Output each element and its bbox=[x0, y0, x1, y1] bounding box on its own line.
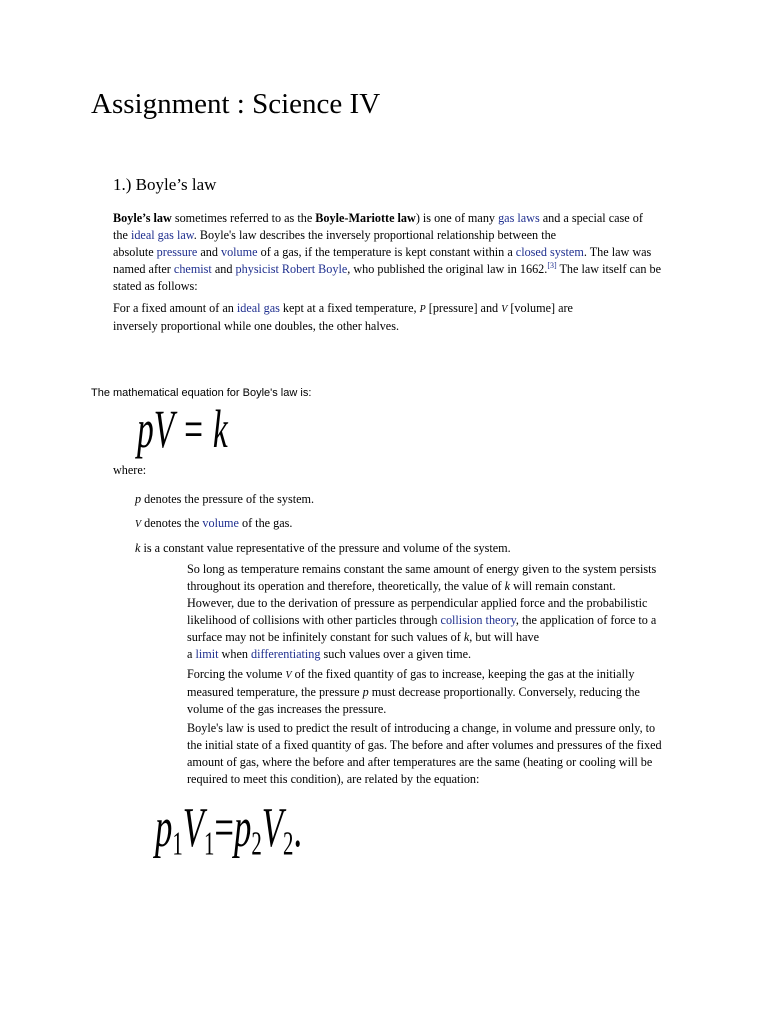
text: likelihood of collisions with other particles through bbox=[187, 613, 441, 627]
link-gas-laws[interactable]: gas laws bbox=[498, 211, 540, 225]
link-collision-theory[interactable]: collision theory bbox=[440, 613, 516, 627]
text: such values over a given time. bbox=[320, 647, 472, 661]
link-volume-def[interactable]: volume bbox=[202, 516, 239, 530]
text: of the gas. bbox=[238, 516, 293, 530]
equation-p1v1-p2v2 bbox=[155, 797, 403, 872]
text: For a fixed amount of an bbox=[113, 301, 237, 315]
text: measured temperature, the pressure bbox=[187, 685, 363, 699]
text: Forcing the volume bbox=[187, 667, 286, 681]
text: is a constant value representative of the pressure and volume of the system. bbox=[140, 541, 511, 555]
text: stated as follows: bbox=[113, 279, 198, 293]
text: kept at a fixed temperature, bbox=[279, 301, 420, 315]
text: sometimes referred to as the bbox=[171, 211, 316, 225]
text: throughout its operation and therefore, theoretically, the value of bbox=[187, 579, 505, 593]
eq-sub: 1 bbox=[172, 825, 183, 863]
var-p: P bbox=[419, 304, 426, 315]
text: the bbox=[113, 228, 131, 242]
var-v: V bbox=[285, 670, 292, 681]
text: ) is one of many bbox=[415, 211, 499, 225]
text: when bbox=[218, 647, 251, 661]
eq-sign: = bbox=[214, 797, 234, 859]
def-k bbox=[135, 540, 695, 557]
def-p bbox=[135, 491, 695, 508]
paragraph-boyles-use bbox=[187, 720, 677, 788]
eq-v: V bbox=[261, 797, 283, 859]
def-v bbox=[135, 515, 695, 533]
term-boyles-law: Boyle’s law bbox=[113, 211, 172, 225]
text: So long as temperature remains constant the same amount of energy given to the system persists bbox=[187, 562, 657, 576]
text: of a gas, if the temperature is kept constant within a bbox=[257, 245, 516, 259]
var-p: p bbox=[135, 492, 142, 506]
link-chemist[interactable]: chemist bbox=[173, 262, 212, 276]
link-limit[interactable]: limit bbox=[195, 647, 219, 661]
var-v: V bbox=[501, 304, 508, 315]
text: denotes the bbox=[141, 516, 203, 530]
reference-link[interactable]: [3] bbox=[547, 260, 557, 270]
equation-text: pV = k bbox=[137, 399, 228, 459]
text: [volume] are bbox=[507, 301, 573, 315]
text: . Boyle's law describes the inversely proportional relationship between the bbox=[193, 228, 557, 242]
text: volume of the gas increases the pressure. bbox=[187, 702, 387, 716]
statement-paragraph bbox=[113, 300, 673, 335]
text: and bbox=[211, 262, 236, 276]
text: Boyle's law is used to predict the result of introducing a change, in volume and pressure only, to bbox=[187, 721, 656, 735]
link-closed-system[interactable]: closed system bbox=[515, 245, 584, 259]
text: However, due to the derivation of pressure as perpendicular applied force and the probabilistic bbox=[187, 596, 648, 610]
var-v: V bbox=[135, 519, 142, 530]
text: named after bbox=[113, 262, 174, 276]
eq-sub: 2 bbox=[282, 825, 294, 863]
eq-sub: 2 bbox=[251, 825, 262, 863]
text: must decrease proportionally. Conversely, reducing the bbox=[368, 685, 640, 699]
link-ideal-gas[interactable]: ideal gas bbox=[236, 301, 280, 315]
text: and bbox=[197, 245, 221, 259]
text: surface may not be infinitely constant for such values of bbox=[187, 630, 464, 644]
paragraph-forcing-volume bbox=[187, 666, 677, 718]
eq-p: p bbox=[155, 797, 173, 859]
link-physicist[interactable]: physicist bbox=[235, 262, 279, 276]
link-ideal-gas-law[interactable]: ideal gas law bbox=[130, 228, 194, 242]
text: of the fixed quantity of gas to increase, keeping the gas at the initially bbox=[291, 667, 635, 681]
text: required to meet this condition), are related by the equation: bbox=[187, 772, 480, 786]
var-p: p bbox=[362, 685, 369, 699]
text: , the application of force to a bbox=[515, 613, 657, 627]
link-robert-boyle[interactable]: Robert Boyle bbox=[281, 262, 348, 276]
var-k: k bbox=[463, 630, 470, 644]
text: , but will have bbox=[469, 630, 539, 644]
term-boyle-mariotte: Boyle-Mariotte law bbox=[315, 211, 416, 225]
link-differentiating[interactable]: differentiating bbox=[251, 647, 321, 661]
var-k: k bbox=[504, 579, 511, 593]
intro-paragraph bbox=[113, 210, 673, 295]
text: amount of gas, where the before and after temperatures are the same (heating or cooling will be bbox=[187, 755, 653, 769]
text: absolute bbox=[113, 245, 157, 259]
text: will remain constant. bbox=[510, 579, 616, 593]
section-heading: 1.) Boyle’s law bbox=[113, 175, 217, 194]
link-volume[interactable]: volume bbox=[220, 245, 258, 259]
equation-intro: The mathematical equation for Boyle's law is: bbox=[91, 387, 312, 399]
text: The law itself can be bbox=[556, 262, 661, 276]
text: [pressure] and bbox=[425, 301, 502, 315]
page-title: Assignment : Science IV bbox=[91, 88, 381, 120]
eq-v: V bbox=[182, 797, 204, 859]
equation-pv-k bbox=[137, 399, 323, 459]
eq-p: p bbox=[233, 797, 252, 859]
where-label: where: bbox=[113, 463, 147, 477]
text: , who published the original law in 1662. bbox=[347, 262, 548, 276]
text: a bbox=[187, 647, 196, 661]
text: . The law was bbox=[583, 245, 652, 259]
text: denotes the pressure of the system. bbox=[141, 492, 315, 506]
text: the initial state of a fixed quantity of gas. The before and after volumes and pressures of the fixed bbox=[187, 738, 662, 752]
link-pressure[interactable]: pressure bbox=[156, 245, 198, 259]
text: inversely proportional while one doubles, the other halves. bbox=[113, 319, 399, 333]
eq-sub: 1 bbox=[203, 825, 215, 863]
text: and a special case of bbox=[539, 211, 643, 225]
paragraph-temperature bbox=[187, 561, 677, 663]
eq-dot: . bbox=[293, 797, 303, 859]
var-k: k bbox=[135, 541, 141, 555]
